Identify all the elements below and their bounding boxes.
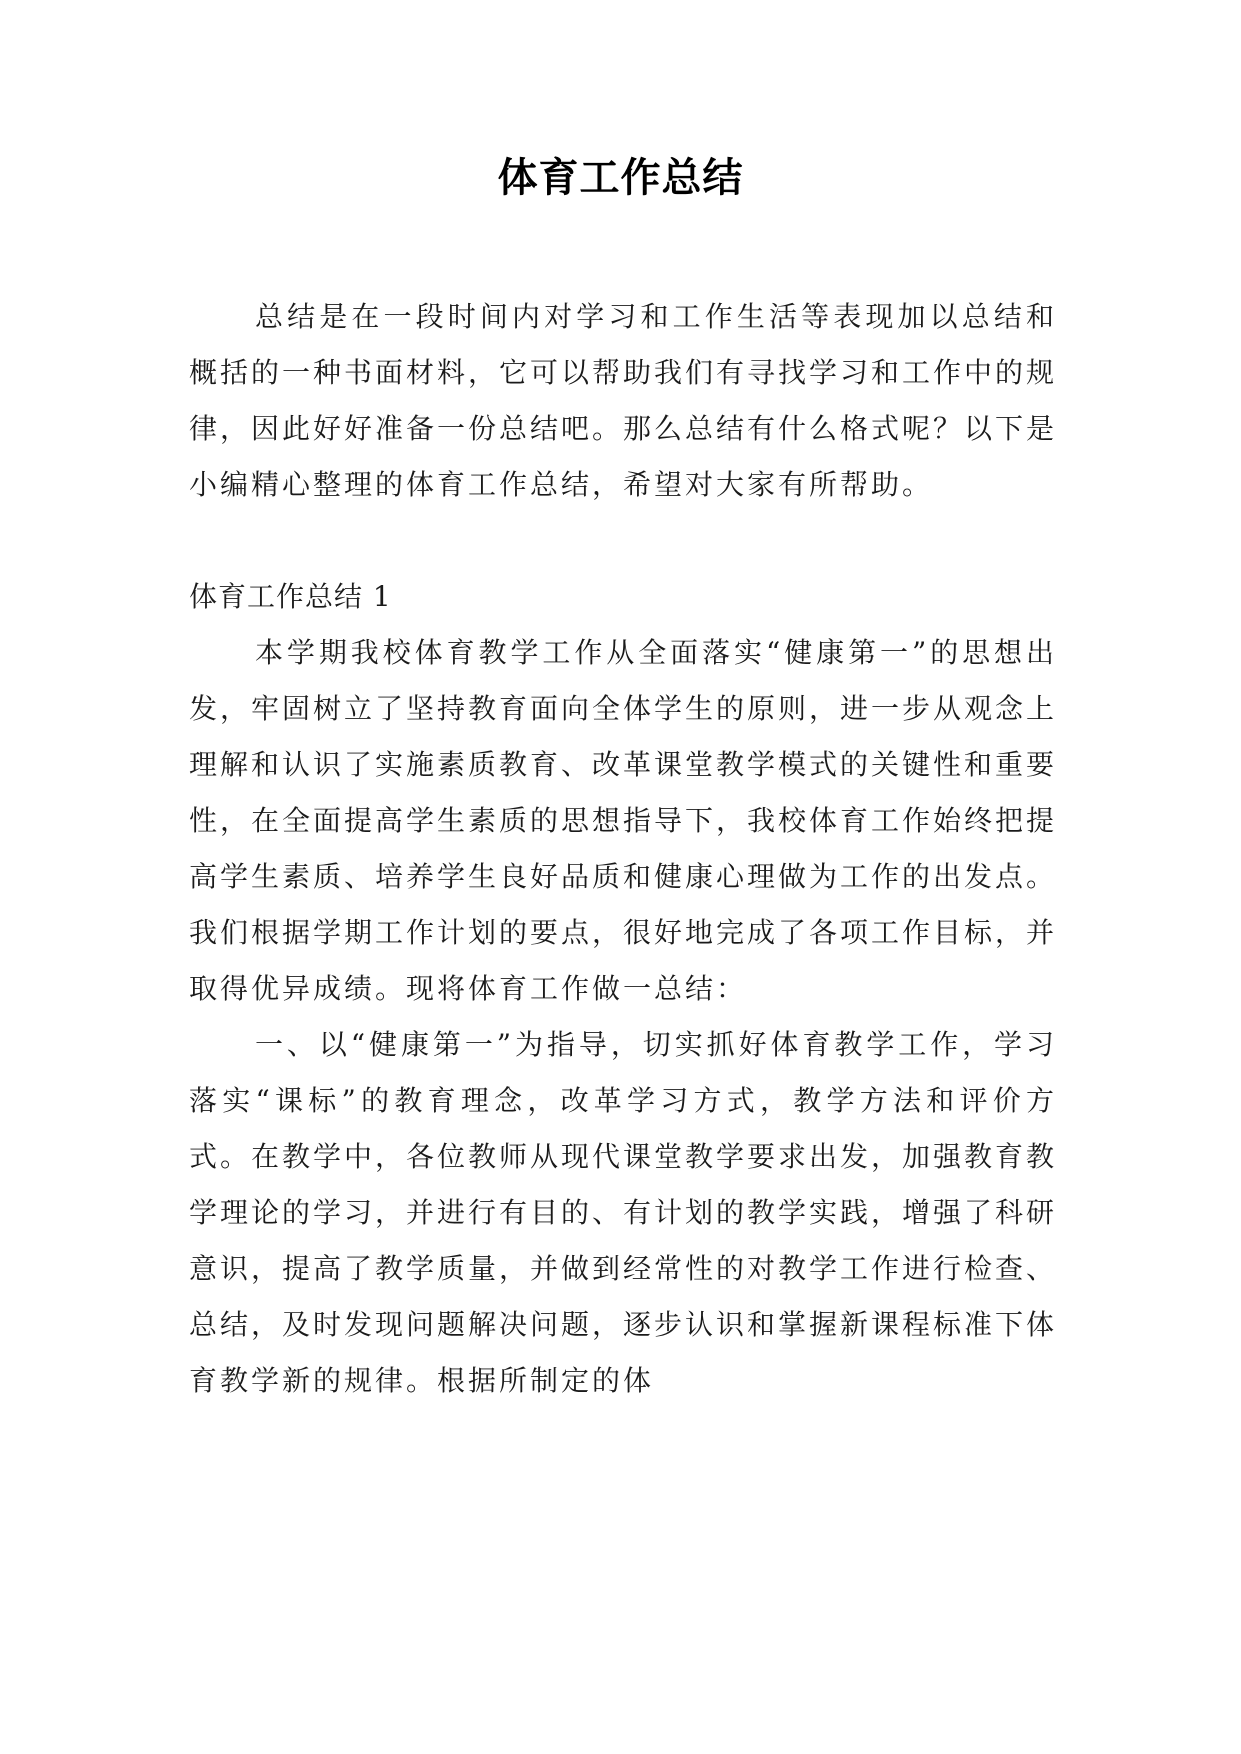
body-paragraph-2: 一、以“健康第一”为指导，切实抓好体育教学工作，学习落实“课标”的教育理念，改革学习方式，教学方法和评价方式。在教学中，各位教师从现代课堂教学要求出发，加强教育教学理论的学习，并进行有目的、有计划的教学实践，增强了科研意识，提高了教学质量，并做到经常性的对教学工作进行检查、总结，及时发现问题解决问题，逐步认识和掌握新课程标准下体育教学新的规律。根据所制定的体 <box>189 1028 1058 1397</box>
body-paragraph-1: 本学期我校体育教学工作从全面落实“健康第一”的思想出发，牢固树立了坚持教育面向全体学生的原则，进一步从观念上理解和认识了实施素质教育、改革课堂教学模式的关键性和重要性，在全面提高学生素质的思想指导下，我校体育工作始终把提高学生素质、培养学生良好品质和健康心理做为工作的出发点。我们根据学期工作计划的要点，很好地完成了各项工作目标，并取得优异成绩。现将体育工作做一总结： <box>189 636 1058 1005</box>
intro-paragraph: 总结是在一段时间内对学习和工作生活等表现加以总结和概括的一种书面材料，它可以帮助我们有寻找学习和工作中的规律，因此好好准备一份总结吧。那么总结有什么格式呢？以下是小编精心整理的体育工作总结，希望对大家有所帮助。 <box>189 300 1058 501</box>
section-heading: 体育工作总结 1 <box>189 580 392 613</box>
document-body <box>189 289 1057 1409</box>
document-title: 体育工作总结 <box>497 155 744 201</box>
